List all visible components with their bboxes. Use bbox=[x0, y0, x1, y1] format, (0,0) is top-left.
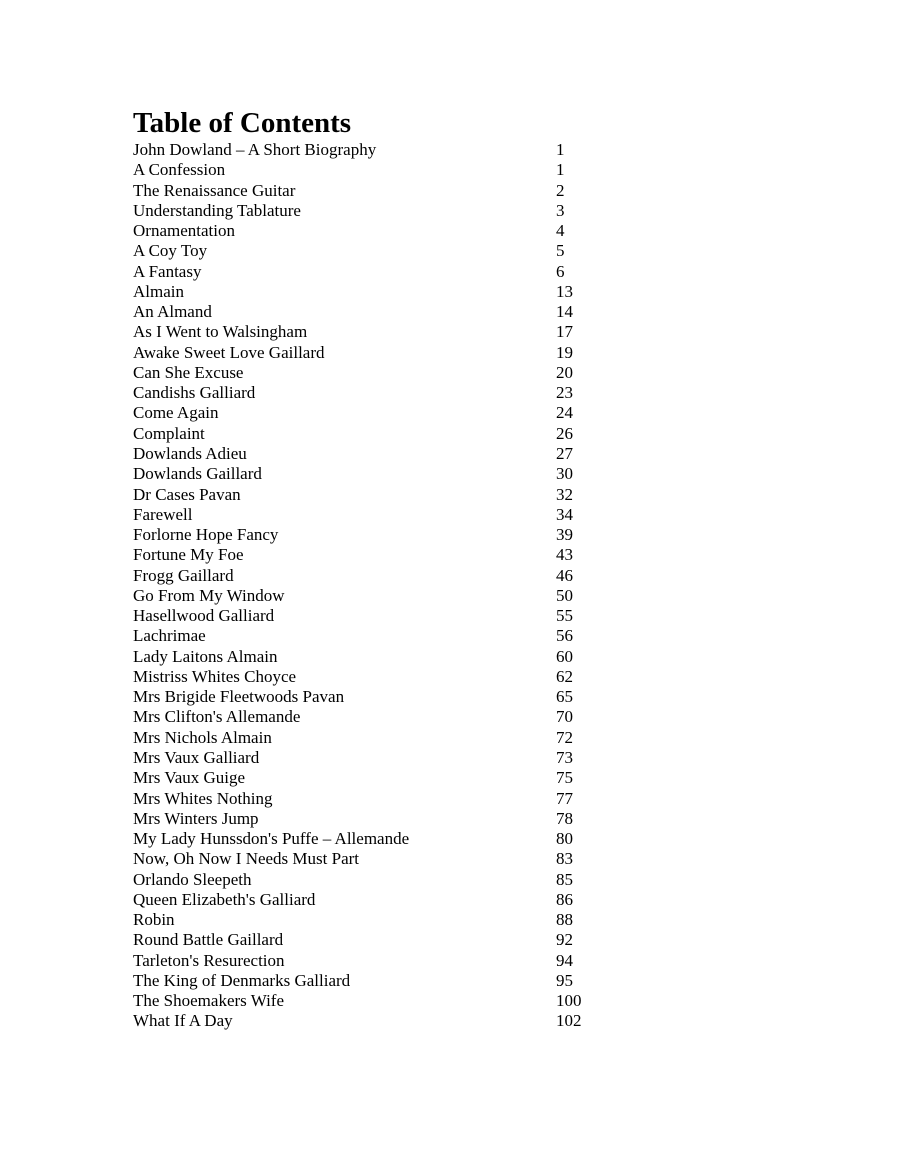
toc-entry bbox=[133, 444, 633, 464]
toc-entry-title: Mrs Vaux Galliard bbox=[133, 747, 260, 767]
toc-entry-page-number: 102 bbox=[556, 1011, 582, 1031]
toc-entry-title: A Fantasy bbox=[133, 261, 202, 281]
toc-entry bbox=[133, 383, 633, 403]
toc-entry-page-number: 14 bbox=[556, 302, 573, 322]
toc-entry bbox=[133, 403, 633, 423]
toc-entry-page-number: 88 bbox=[556, 910, 573, 930]
page-title: Table of Contents bbox=[133, 107, 352, 139]
toc-entry-page-number: 6 bbox=[556, 261, 565, 281]
toc-entry bbox=[133, 647, 633, 667]
toc-entry-title: The Renaissance Guitar bbox=[133, 180, 296, 200]
toc-entry bbox=[133, 343, 633, 363]
toc-entry bbox=[133, 262, 633, 282]
toc-entry-page-number: 19 bbox=[556, 342, 573, 362]
toc-entry bbox=[133, 302, 633, 322]
toc-entry-title: Forlorne Hope Fancy bbox=[133, 525, 279, 545]
toc-entry-title: Dowlands Gaillard bbox=[133, 464, 262, 484]
toc-entry-title: John Dowland – A Short Biography bbox=[133, 140, 377, 159]
toc-entry-page-number: 83 bbox=[556, 849, 573, 869]
toc-entry bbox=[133, 707, 633, 727]
toc-entry bbox=[133, 991, 633, 1011]
toc-entry-page-number: 39 bbox=[556, 525, 573, 545]
toc-entry-title: A Coy Toy bbox=[133, 241, 208, 261]
toc-entry-title: Now, Oh Now I Needs Must Part bbox=[133, 849, 360, 869]
toc-entry-page-number: 95 bbox=[556, 970, 573, 990]
toc-entry bbox=[133, 789, 633, 809]
toc-entry bbox=[133, 606, 633, 626]
toc-entry bbox=[133, 221, 633, 241]
toc-entry-page-number: 75 bbox=[556, 768, 573, 788]
toc-entry bbox=[133, 282, 633, 302]
toc-entry-page-number: 5 bbox=[556, 241, 565, 261]
toc-entry-page-number: 78 bbox=[556, 808, 573, 828]
toc-entry-title: Mistriss Whites Choyce bbox=[133, 666, 297, 686]
toc-entry bbox=[133, 322, 633, 342]
toc-entry bbox=[133, 201, 633, 221]
toc-entry bbox=[133, 363, 633, 383]
toc-entry bbox=[133, 910, 633, 930]
toc-entry bbox=[133, 829, 633, 849]
toc-entry-title: Queen Elizabeth's Galliard bbox=[133, 889, 316, 909]
toc-entry-title: What If A Day bbox=[133, 1011, 233, 1031]
toc-entry-title: Tarleton's Resurection bbox=[133, 950, 285, 970]
toc-entry bbox=[133, 525, 633, 545]
toc-entry-page-number: 1 bbox=[556, 140, 565, 159]
toc-entry bbox=[133, 181, 633, 201]
toc-entry-page-number: 20 bbox=[556, 362, 573, 382]
toc-entry-page-number: 77 bbox=[556, 788, 573, 808]
toc-entry-title: Complaint bbox=[133, 423, 205, 443]
toc-entry-title: Farewell bbox=[133, 504, 193, 524]
toc-entry-title: Round Battle Gaillard bbox=[133, 930, 284, 950]
toc-entry-page-number: 92 bbox=[556, 930, 573, 950]
toc-entry-page-number: 70 bbox=[556, 707, 573, 727]
toc-entry-page-number: 2 bbox=[556, 180, 565, 200]
toc-entry-page-number: 1 bbox=[556, 160, 565, 180]
toc-entry-page-number: 94 bbox=[556, 950, 573, 970]
toc-entry bbox=[133, 626, 633, 646]
toc-entry-title: Come Again bbox=[133, 403, 219, 423]
toc-entry-title: Can She Excuse bbox=[133, 362, 244, 382]
toc-entry-page-number: 100 bbox=[556, 991, 582, 1011]
toc-entry-title: Dr Cases Pavan bbox=[133, 484, 241, 504]
toc-entry bbox=[133, 566, 633, 586]
toc-entry-page-number: 26 bbox=[556, 423, 573, 443]
toc-entry-page-number: 86 bbox=[556, 889, 573, 909]
toc-entry-title: Ornamentation bbox=[133, 221, 235, 241]
toc-entry-title: Mrs Nichols Almain bbox=[133, 727, 272, 747]
toc-entry-title: Lady Laitons Almain bbox=[133, 646, 278, 666]
toc-entry-title: Fortune My Foe bbox=[133, 545, 244, 565]
toc-entry-title: The Shoemakers Wife bbox=[133, 991, 285, 1011]
toc-entry-title: Orlando Sleepeth bbox=[133, 869, 252, 889]
toc-entry-title: Mrs Winters Jump bbox=[133, 808, 259, 828]
toc-entry-page-number: 85 bbox=[556, 869, 573, 889]
toc-entry bbox=[133, 1011, 633, 1031]
toc-entry-title: Mrs Brigide Fleetwoods Pavan bbox=[133, 687, 345, 707]
toc-entry-title: Lachrimae bbox=[133, 626, 206, 646]
toc-entry bbox=[133, 160, 633, 180]
toc-entry-page-number: 80 bbox=[556, 829, 573, 849]
toc-entry bbox=[133, 930, 633, 950]
toc-entry-title: Dowlands Adieu bbox=[133, 443, 247, 463]
toc-list bbox=[133, 140, 633, 1032]
toc-entry-page-number: 62 bbox=[556, 666, 573, 686]
toc-entry-page-number: 30 bbox=[556, 464, 573, 484]
toc-entry-page-number: 60 bbox=[556, 646, 573, 666]
toc-entry-title: Almain bbox=[133, 281, 184, 301]
toc-entry bbox=[133, 849, 633, 869]
toc-entry-page-number: 72 bbox=[556, 727, 573, 747]
toc-entry-page-number: 13 bbox=[556, 281, 573, 301]
toc-entry-title: Mrs Vaux Guige bbox=[133, 768, 246, 788]
toc-entry bbox=[133, 870, 633, 890]
toc-entry bbox=[133, 241, 633, 261]
toc-entry bbox=[133, 768, 633, 788]
toc-entry-title: Hasellwood Galliard bbox=[133, 606, 275, 626]
toc-entry-title: Understanding Tablature bbox=[133, 200, 301, 220]
toc-entry-page-number: 43 bbox=[556, 545, 573, 565]
toc-entry bbox=[133, 140, 633, 160]
toc-entry bbox=[133, 586, 633, 606]
toc-entry-page-number: 3 bbox=[556, 200, 565, 220]
toc-entry-title: Go From My Window bbox=[133, 585, 285, 605]
toc-entry-page-number: 46 bbox=[556, 565, 573, 585]
toc-entry-page-number: 23 bbox=[556, 383, 573, 403]
toc-entry bbox=[133, 890, 633, 910]
toc-entry bbox=[133, 809, 633, 829]
toc-entry-title: A Confession bbox=[133, 160, 226, 180]
toc-entry bbox=[133, 748, 633, 768]
toc-entry-title: Mrs Whites Nothing bbox=[133, 788, 273, 808]
toc-entry-page-number: 34 bbox=[556, 504, 573, 524]
toc-entry-title: Frogg Gaillard bbox=[133, 565, 234, 585]
toc-entry-page-number: 55 bbox=[556, 606, 573, 626]
toc-entry-title: Mrs Clifton's Allemande bbox=[133, 707, 301, 727]
toc-entry-page-number: 24 bbox=[556, 403, 573, 423]
toc-entry-title: Robin bbox=[133, 910, 175, 930]
toc-entry bbox=[133, 545, 633, 565]
toc-entry-title: The King of Denmarks Galliard bbox=[133, 970, 351, 990]
toc-entry-page-number: 56 bbox=[556, 626, 573, 646]
toc-entry-title: An Almand bbox=[133, 302, 212, 322]
toc-entry-page-number: 32 bbox=[556, 484, 573, 504]
toc-entry bbox=[133, 667, 633, 687]
toc-entry bbox=[133, 464, 633, 484]
toc-entry-title: Candishs Galliard bbox=[133, 383, 256, 403]
toc-entry bbox=[133, 951, 633, 971]
toc-entry bbox=[133, 505, 633, 525]
toc-entry-title: My Lady Hunssdon's Puffe – Allemande bbox=[133, 829, 410, 849]
toc-entry-page-number: 73 bbox=[556, 747, 573, 767]
toc-entry-page-number: 27 bbox=[556, 443, 573, 463]
toc-entry-title: Awake Sweet Love Gaillard bbox=[133, 342, 325, 362]
toc-entry bbox=[133, 728, 633, 748]
toc-entry-page-number: 17 bbox=[556, 322, 573, 342]
toc-entry-page-number: 4 bbox=[556, 221, 565, 241]
toc-entry bbox=[133, 971, 633, 991]
toc-entry-page-number: 50 bbox=[556, 585, 573, 605]
toc-entry bbox=[133, 424, 633, 444]
toc-entry bbox=[133, 687, 633, 707]
toc-entry-page-number: 65 bbox=[556, 687, 573, 707]
toc-entry bbox=[133, 485, 633, 505]
toc-entry-title: As I Went to Walsingham bbox=[133, 322, 308, 342]
